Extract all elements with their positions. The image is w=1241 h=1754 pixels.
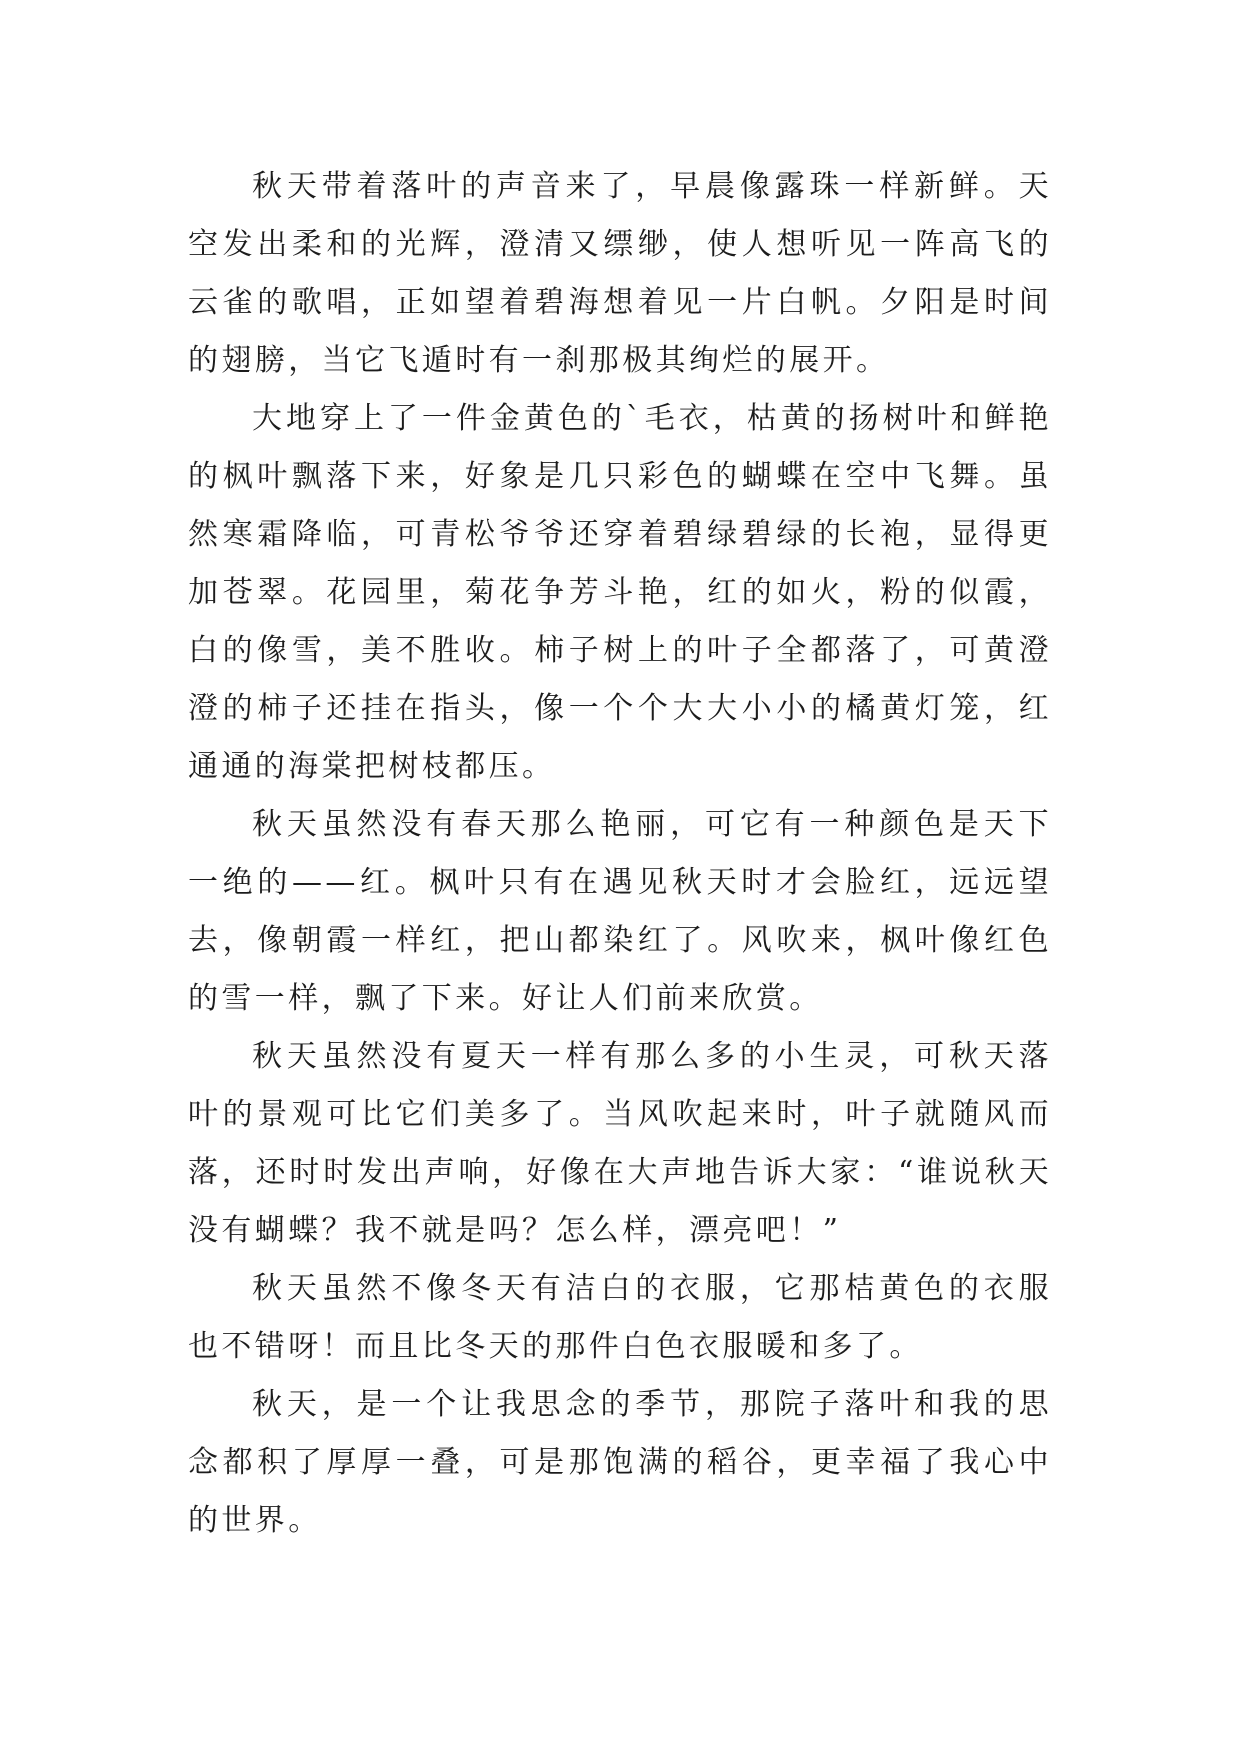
document-body xyxy=(188,158,1052,1550)
paragraph-1: 秋天带着落叶的声音来了，早晨像露珠一样新鲜。天空发出柔和的光辉，澄清又缥缈，使人想听见一阵高飞的云雀的歌唱，正如望着碧海想着见一片白帆。夕阳是时间的翅膀，当它飞遁时有一刹那极其绚烂的展开。 xyxy=(188,169,1052,378)
paragraph-5: 秋天虽然不像冬天有洁白的衣服，它那桔黄色的衣服也不错呀！而且比冬天的那件白色衣服暖和多了。 xyxy=(188,1271,1052,1364)
paragraph-3: 秋天虽然没有春天那么艳丽，可它有一种颜色是天下一绝的——红。枫叶只有在遇见秋天时才会脸红，远远望去，像朝霞一样红，把山都染红了。风吹来，枫叶像红色的雪一样，飘了下来。好让人们前来欣赏。 xyxy=(188,807,1052,1016)
paragraph-6: 秋天，是一个让我思念的季节，那院子落叶和我的思念都积了厚厚一叠，可是那饱满的稻谷，更幸福了我心中的世界。 xyxy=(188,1387,1052,1538)
paragraph-4: 秋天虽然没有夏天一样有那么多的小生灵，可秋天落叶的景观可比它们美多了。当风吹起来时，叶子就随风而落，还时时发出声响，好像在大声地告诉大家：“谁说秋天没有蝴蝶？我不就是吗？怎么样，漂亮吧！” xyxy=(188,1039,1052,1248)
paragraph-2: 大地穿上了一件金黄色的`毛衣，枯黄的扬树叶和鲜艳的枫叶飘落下来，好象是几只彩色的蝴蝶在空中飞舞。虽然寒霜降临，可青松爷爷还穿着碧绿碧绿的长袍，显得更加苍翠。花园里，菊花争芳斗艳，红的如火，粉的似霞，白的像雪，美不胜收。柿子树上的叶子全都落了，可黄澄澄的柿子还挂在指头，像一个个大大小小的橘黄灯笼，红通通的海棠把树枝都压。 xyxy=(188,401,1052,784)
